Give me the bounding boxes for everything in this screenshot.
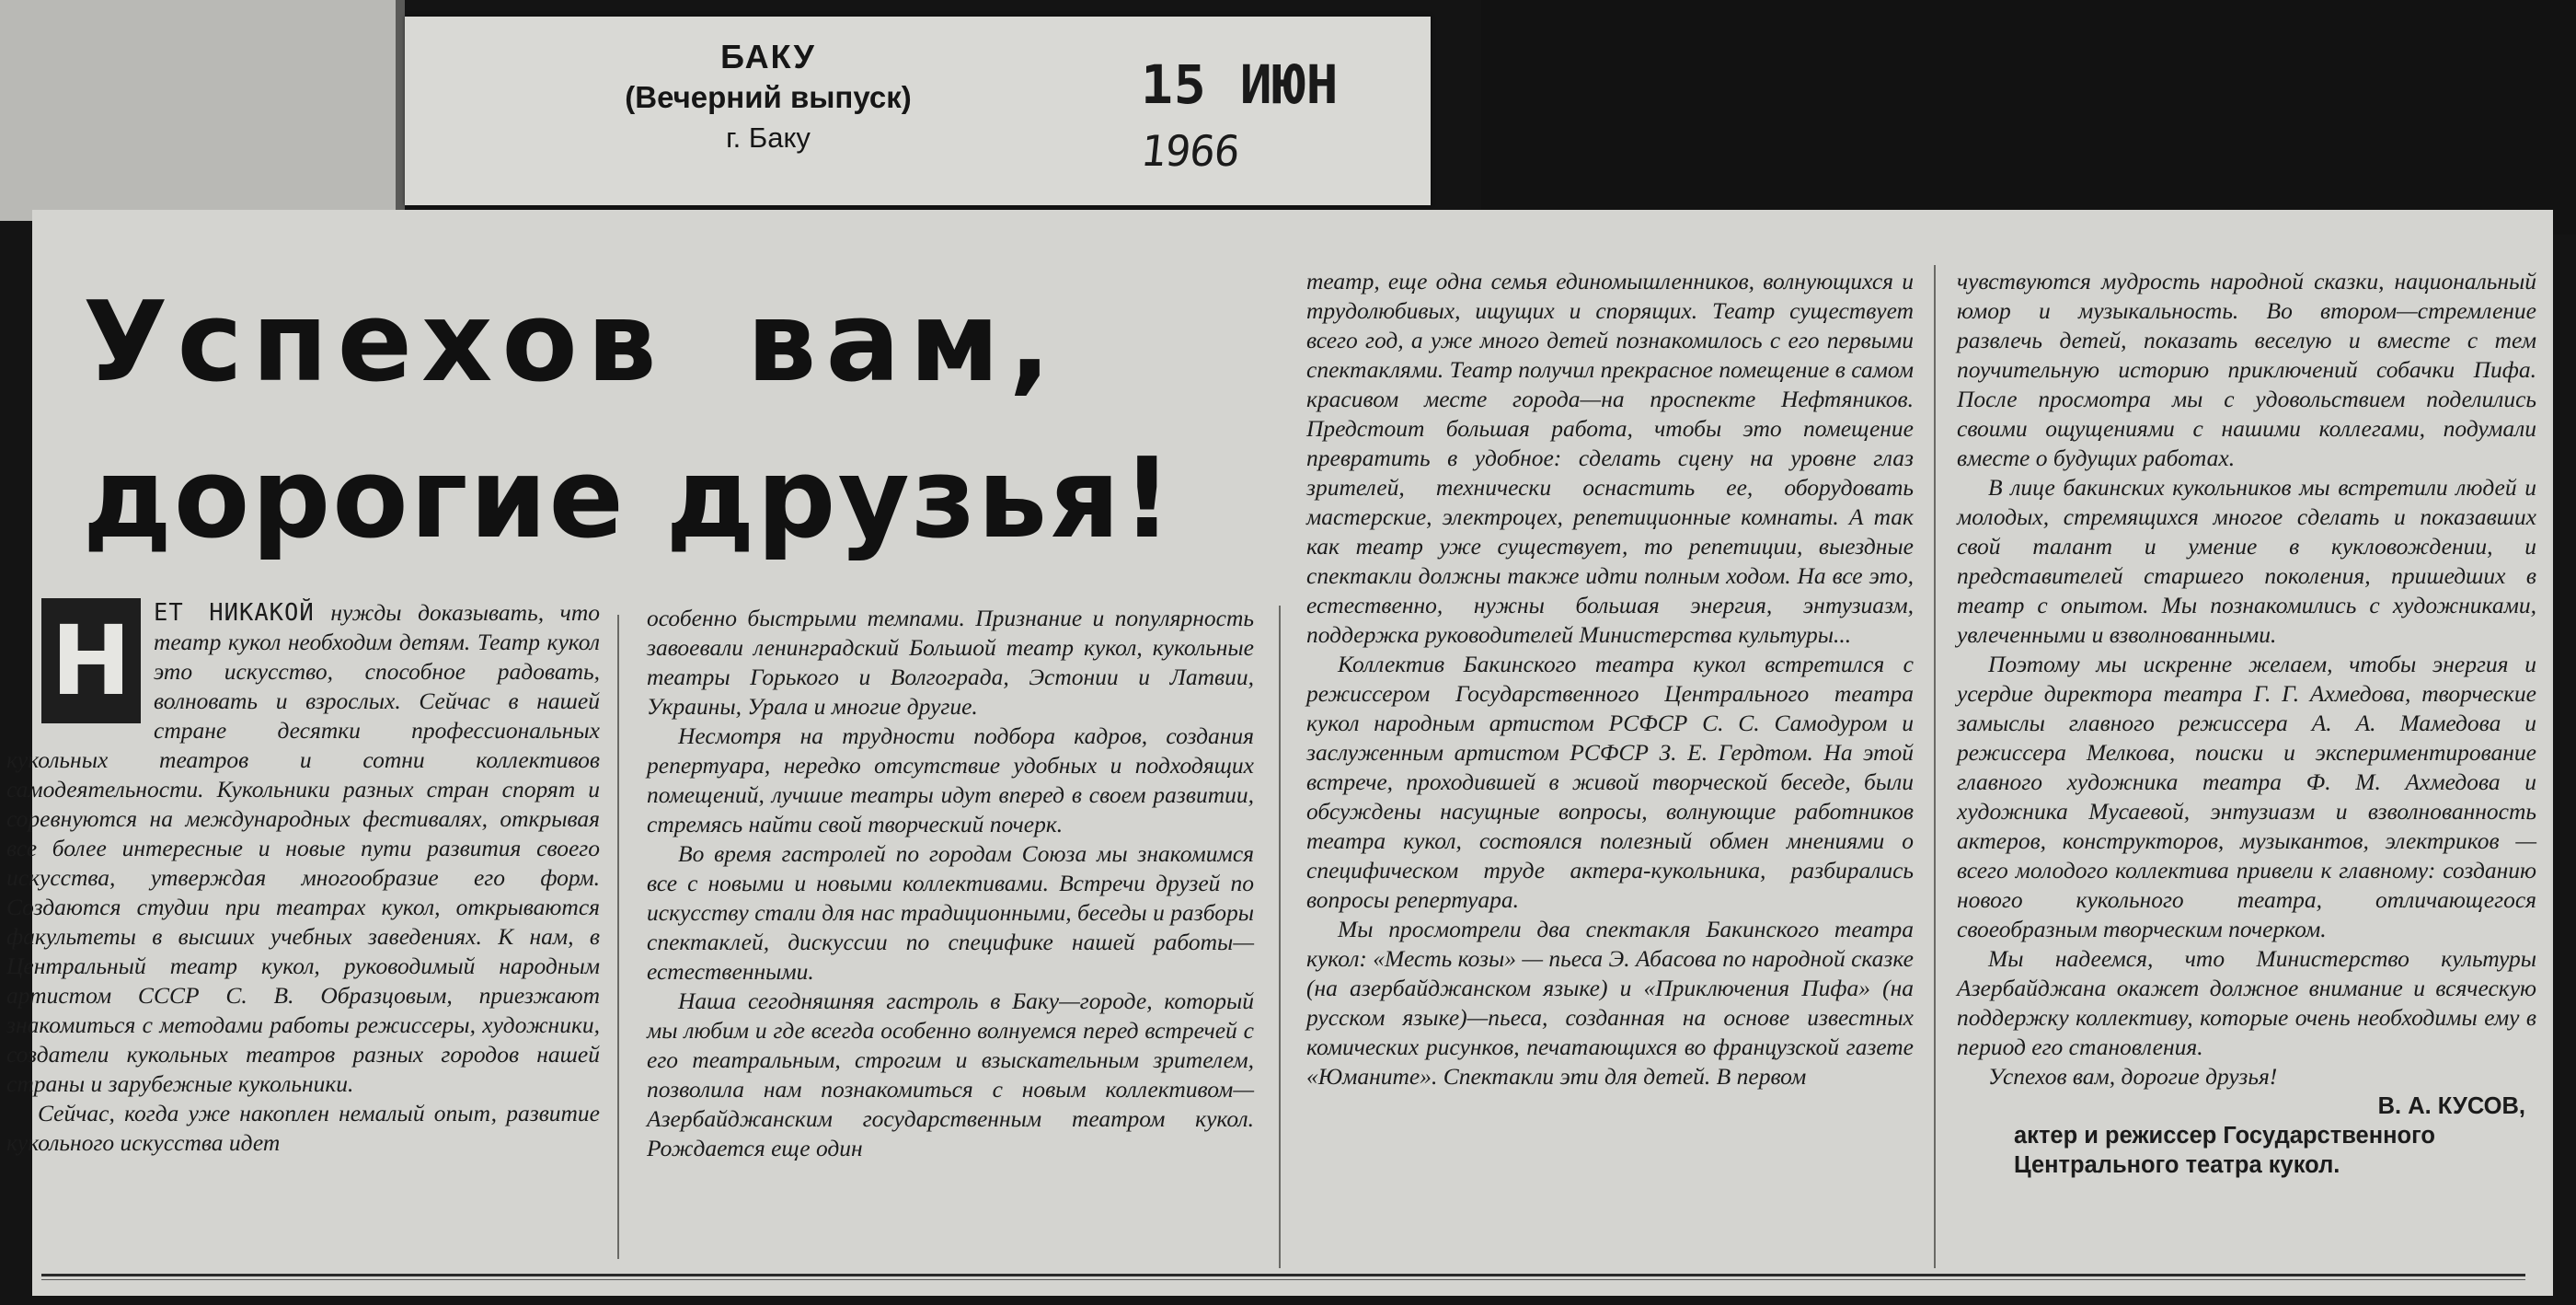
paragraph: Во время гастролей по городам Союза мы знакомимся все с новыми и новыми коллективами. Встречи друзей по искусству стали для нас традиционными, беседы и разборы спектаклей, дискуссии по специфике нашей работы—естественными.	[647, 840, 1254, 985]
paragraph: чувствуются мудрость народной сказки, национальный юмор и музыкальность. Во втором—стремление развлечь детей, показать веселую и вместе с тем поучительную историю приключений собачки Пифа. После просмотра мы с удовольствием поделились своими ощущениями с нашими коллегами, подумали вместе о будущих работах.	[1957, 268, 2536, 471]
paragraph: Сейчас, когда уже накоплен немалый опыт, развитие кукольного искусства идет	[6, 1100, 600, 1156]
headline-line-1: Успехов вам,	[83, 279, 1061, 407]
date-stamp-day-month: 15 ИЮН	[1141, 53, 1340, 116]
paragraph: Наша сегодняшняя гастроль в Баку—городе, который мы любим и где всегда особенно волнуемся перед встречей с его театральным, строгим и взыскательным зрителем, позволила нам познакомиться с новым коллективом—Азербайджанским государственным театром кукол. Рождается еще один	[647, 987, 1254, 1161]
article-headline	[83, 265, 1279, 578]
newspaper-edition: (Вечерний выпуск)	[625, 80, 912, 114]
bottom-rule	[41, 1279, 2525, 1280]
paragraph-text: нужды доказывать, что театр кукол необходим детям. Театр кукол это искусство, способное радовать, волновать и взрослых. Сейчас в нашей стране десятки профессиональных кукольных театров и сотни коллективов самодеятельности. Кукольники разных стран спорят и соревнуются на международных фестивалях, открывая все более интересные и новые пути развития своего искусства, утверждая многообразие его форм. Создаются студии при театрах кукол, открываются факультеты в высших учебных заведениях. К нам, в Центральный театр кукол, руководимый народным артистом СССР С. В. Образцовым, приезжают знакомиться с методами работы режиссеры, художники, создатели кукольных театров разных городов нашей страны и зарубежные кукольники.	[6, 599, 600, 1097]
paragraph: театр, еще одна семья единомышленников, волнующихся и трудолюбивых, ищущих и спорящих. Театр существует всего год, а уже много детей познакомилось с его первыми спектаклями. Театр получил прекрасное помещение в самом красивом месте города—на проспекте Нефтяников. Предстоит большая работа, чтобы это помещение превратить в удобное: сделать сцену на уровне глаз зрителей, технически оснастить ее, оборудовать мастерские, электроцех, репетиционные комнаты. А так как театр уже существует, то репетиции, выездные спектакли должны также идти полным ходом. На все это, естественно, нужны большая энергия, энтузиазм, поддержка руководителей Министерства культуры...	[1306, 268, 1914, 648]
paragraph: Несмотря на трудности подбора кадров, создания репертуара, нередко отсутствие удобных и подходящих помещений, лучшие театры идут вперед в своем развитии, стремясь найти свой творческий почерк.	[647, 722, 1254, 837]
date-stamp	[1138, 53, 1431, 179]
paragraph: Мы просмотрели два спектакля Бакинского театра кукол: «Месть козы» — пьеса Э. Абасова по народной сказке (на азербайджанском языке) и «Приключения Пифа» (на русском языке)—пьеса, созданная на основе известных комических рисунков, печатающихся во французской газете «Юманите». Спектакли эти для детей. В первом	[1306, 916, 1914, 1090]
author-signature: В. А. КУСОВ,	[2377, 1093, 2525, 1119]
newspaper-city: г. Баку	[726, 121, 811, 154]
article-column-3	[1306, 267, 1914, 1091]
paragraph: особенно быстрыми темпами. Признание и популярность завоевали ленинградский Большой театр кукол, кукольные театры Горького и Волгограда, Эстонии и Латвии, Украины, Урала и многие другие.	[647, 605, 1254, 720]
paragraph: Поэтому мы искренне желаем, чтобы энергия и усердие директора театра Г. Г. Ахмедова, творческие замыслы главного режиссера А. А. Мамедова и режиссера Мелкова, поиски и экспериментирование главного художника театра Ф. М. Ахмедова и художника Мусаевой, энтузиазм и взволнованность актеров, конструкторов, музыкантов, электриков — всего молодого коллектива привели к главному: созданию нового кукольного театра, отличающегося своеобразным творческим почерком.	[1957, 651, 2536, 942]
article-column-1	[6, 598, 600, 1158]
lead-word: ЕТ НИКАКОЙ	[154, 599, 315, 627]
background-paper-left	[0, 0, 396, 221]
newspaper-masthead	[547, 37, 989, 158]
article-column-2	[647, 604, 1254, 1163]
background-dark-right	[1481, 0, 2576, 235]
drop-cap: Н	[41, 598, 141, 723]
paragraph	[6, 598, 600, 1099]
author-role: актер и режиссер Государственного Центрального театра кукол.	[2014, 1123, 2435, 1178]
newspaper-header-clipping	[405, 17, 1431, 205]
column-divider	[1934, 265, 1936, 1268]
paragraph: Мы надеемся, что Министерство культуры Азербайджана окажет должное внимание и всяческую поддержку коллективу, которые очень необходимы ему в период его становления.	[1957, 945, 2536, 1060]
date-stamp-year: 1966	[1138, 126, 1242, 176]
column-divider	[1279, 606, 1281, 1268]
closing-line: Успехов вам, дорогие друзья!	[1988, 1063, 2278, 1090]
paragraph: В лице бакинских кукольников мы встретили людей и молодых, стремящихся многое сделать и показавших свой талант и умение в кукловождении, и представителей старшего поколения, пришедших в театр с опытом. Мы познакомились с художниками, увлеченными и взволнованными.	[1957, 474, 2536, 648]
newspaper-name: БАКУ	[720, 38, 816, 75]
bottom-rule	[41, 1274, 2525, 1276]
background-edge	[396, 0, 405, 221]
headline-line-2: дорогие друзья!	[83, 435, 1175, 563]
article-column-4	[1957, 267, 2536, 1180]
article-clipping	[6, 210, 2553, 1296]
paragraph: Коллектив Бакинского театра кукол встретился с режиссером Государственного Центрального театра кукол народным артистом РСФСР С. С. Самодуром и заслуженным артистом РСФСР З. Е. Гердтом. На этой встрече, проходившей в живой творческой беседе, были обсуждены насущные вопросы, волнующие работников театра кукол, состоялся полезный обмен мнениями о специфическом труде актера-кукольника, разбирались вопросы репертуара.	[1306, 651, 1914, 913]
column-divider	[617, 615, 619, 1259]
